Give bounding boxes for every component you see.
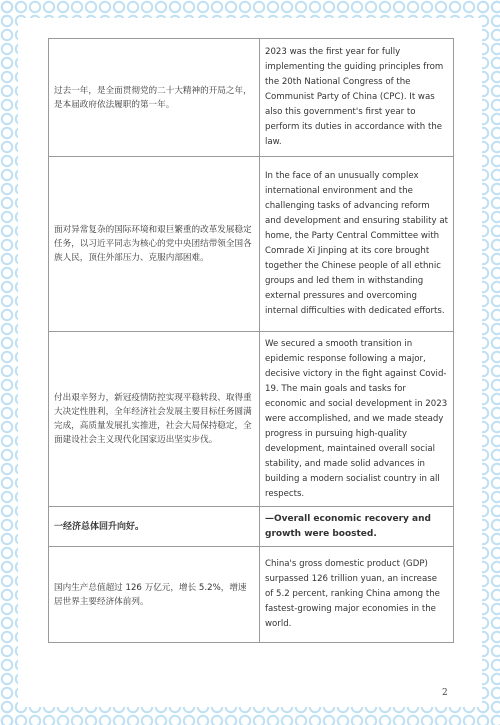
en-text: China's gross domestic product (GDP) surpassed 126 trillion yuan, an increase of 5.2 percent, ranking China among the fastest-growing major economies in the world. <box>265 559 440 629</box>
table-row <box>49 547 454 643</box>
en-text: 2023 was the first year for fully implementing the guiding principles from the 20th National Congress of the Communist Party of China (CPC). It was also this government's first year to perform its duties in accordance with the law. <box>265 47 444 147</box>
zh-text: 国内生产总值超过 126 万亿元，增长 5.2%，增速居世界主要经济体前列。 <box>54 582 247 607</box>
en-text: In the face of an unusually complex international environment and the challenging tasks of advancing reform and development and ensuring stability at home, the Party Central Committee with Comrade Xi Jinping at its core brought together the Chinese people of all ethnic groups and led them in withstanding external pressures and overcoming internal difficulties with dedicated efforts. <box>265 171 448 316</box>
en-cell <box>260 39 454 157</box>
en-cell <box>260 547 454 643</box>
zh-cell <box>49 157 260 332</box>
table-row <box>49 157 454 332</box>
zh-cell <box>49 332 260 507</box>
en-cell <box>260 332 454 507</box>
table-row <box>49 507 454 547</box>
zh-text: 过去一年，是全面贯彻党的二十大精神的开局之年，是本届政府依法履职的第一年。 <box>54 85 252 110</box>
en-cell <box>260 157 454 332</box>
zh-text: 一经济总体回升向好。 <box>54 521 145 532</box>
en-cell <box>260 507 454 547</box>
table-row <box>49 332 454 507</box>
zh-text: 付出艰辛努力，新冠疫情防控实现平稳转段、取得重大决定性胜利，全年经济社会发展主要目标任务圆满完成，高质量发展扎实推进，社会大局保持稳定，全面建设社会主义现代化国家迈出坚实步伐。 <box>54 393 252 445</box>
zh-text: 面对异常复杂的国际环境和艰巨繁重的改革发展稳定任务，以习近平同志为核心的党中央团结带领全国各族人民，顶住外部压力、克服内部困难。 <box>54 225 252 263</box>
page-number: 2 <box>442 688 448 698</box>
bilingual-table <box>48 38 454 643</box>
en-text: —Overall economic recovery and growth were boosted. <box>265 513 431 539</box>
en-text: We secured a smooth transition in epidemic response following a major, decisive victory in the fight against Covid-19. The main goals and tasks for economic and social development in 2023 were accomplished, and we made steady progress in pursuing high-quality development, maintained overall social stability, and made solid advances in building a modern socialist country in all respects. <box>265 338 448 499</box>
zh-cell <box>49 547 260 643</box>
table-row <box>49 39 454 157</box>
zh-cell <box>49 507 260 547</box>
zh-cell <box>49 39 260 157</box>
